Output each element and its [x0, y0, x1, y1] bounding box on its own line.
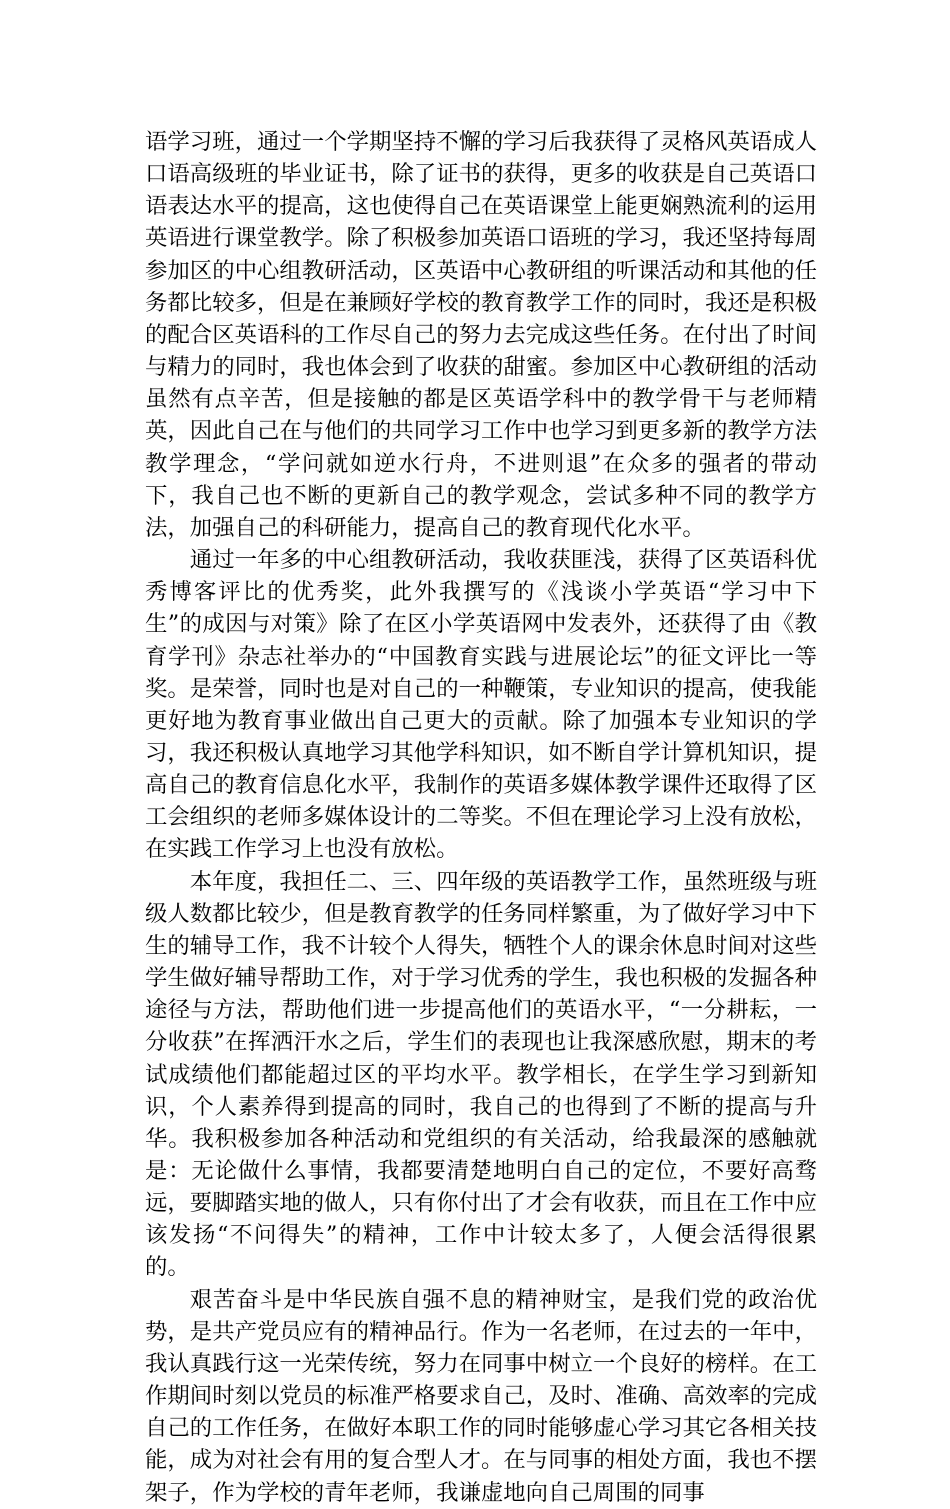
paragraph-3: 本年度，我担任二、三、四年级的英语教学工作，虽然班级与班级人数都比较少，但是教育教学的任务同样繁重，为了做好学习中下生的辅导工作，我不计较个人得失，牺牲个人的课余休息时间对这些学生做好辅导帮助工作，对于学习优秀的学生，我也积极的发掘各种途径与方法，帮助他们进一步提高他们的英语水平，“一分耕耘，一分收获”在挥洒汗水之后，学生们的表现也让我深感欣慰，期末的考试成绩他们都能超过区的平均水平。教学相长，在学生学习到新知识，个人素养得到提高的同时，我自己的也得到了不断的提高与升华。我积极参加各种活动和党组织的有关活动，给我最深的感触就是：无论做什么事情，我都要清楚地明白自己的定位，不要好高骛远，要脚踏实地的做人，只有你付出了才会有收获，而且在工作中应该发扬“不问得失”的精神，工作中计较太多了，人便会活得很累的。 — [145, 868, 817, 1281]
paragraph-2: 通过一年多的中心组教研活动，我收获匪浅，获得了区英语科优秀博客评比的优秀奖，此外我撰写的《浅谈小学英语“学习中下生”的成因与对策》除了在区小学英语网中发表外，还获得了由《教育学刊》杂志社举办的“中国教育实践与进展论坛”的征文评比一等奖。是荣誉，同时也是对自己的一种鞭策，专业知识的提高，使我能更好地为教育事业做出自己更大的贡献。除了加强本专业知识的学习，我还积极认真地学习其他学科知识，如不断自学计算机知识，提高自己的教育信息化水平，我制作的英语多媒体教学课件还取得了区工会组织的老师多媒体设计的二等奖。不但在理论学习上没有放松，在实践工作学习上也没有放松。 — [145, 547, 817, 863]
paragraph-1: 语学习班，通过一个学期坚持不懈的学习后我获得了灵格风英语成人口语高级班的毕业证书，除了证书的获得，更多的收获是自己英语口语表达水平的提高，这也使得自己在英语课堂上能更娴熟流利的运用英语进行课堂教学。除了积极参加英语口语班的学习，我还坚持每周参加区的中心组教研活动，区英语中心教研组的听课活动和其他的任务都比较多，但是在兼顾好学校的教育教学工作的同时，我还是积极的配合区英语科的工作尽自己的努力去完成这些任务。在付出了时间与精力的同时，我也体会到了收获的甜蜜。参加区中心教研组的活动虽然有点辛苦，但是接触的都是区英语学科中的教学骨干与老师精英，因此自己在与他们的共同学习工作中也学习到更多新的教学方法教学理念，“学问就如逆水行舟，不进则退”在众多的强者的带动下，我自己也不断的更新自己的教学观念，尝试多种不同的教学方法，加强自己的科研能力，提高自己的教育现代化水平。 — [145, 129, 817, 541]
document-page — [145, 126, 817, 1509]
paragraph-4: 艰苦奋斗是中华民族自强不息的精神财宝，是我们党的政治优势，是共产党员应有的精神品行。作为一名老师，在过去的一年中，我认真践行这一光荣传统，努力在同事中树立一个良好的榜样。在工作期间时刻以党员的标准严格要求自己，及时、准确、高效率的完成自己的工作任务，在做好本职工作的同时能够虚心学习其它各相关技能，成为对社会有用的复合型人才。在与同事的相处方面，我也不摆架子，作为学校的青年老师，我谦虚地向自己周围的同事 — [145, 1286, 817, 1506]
